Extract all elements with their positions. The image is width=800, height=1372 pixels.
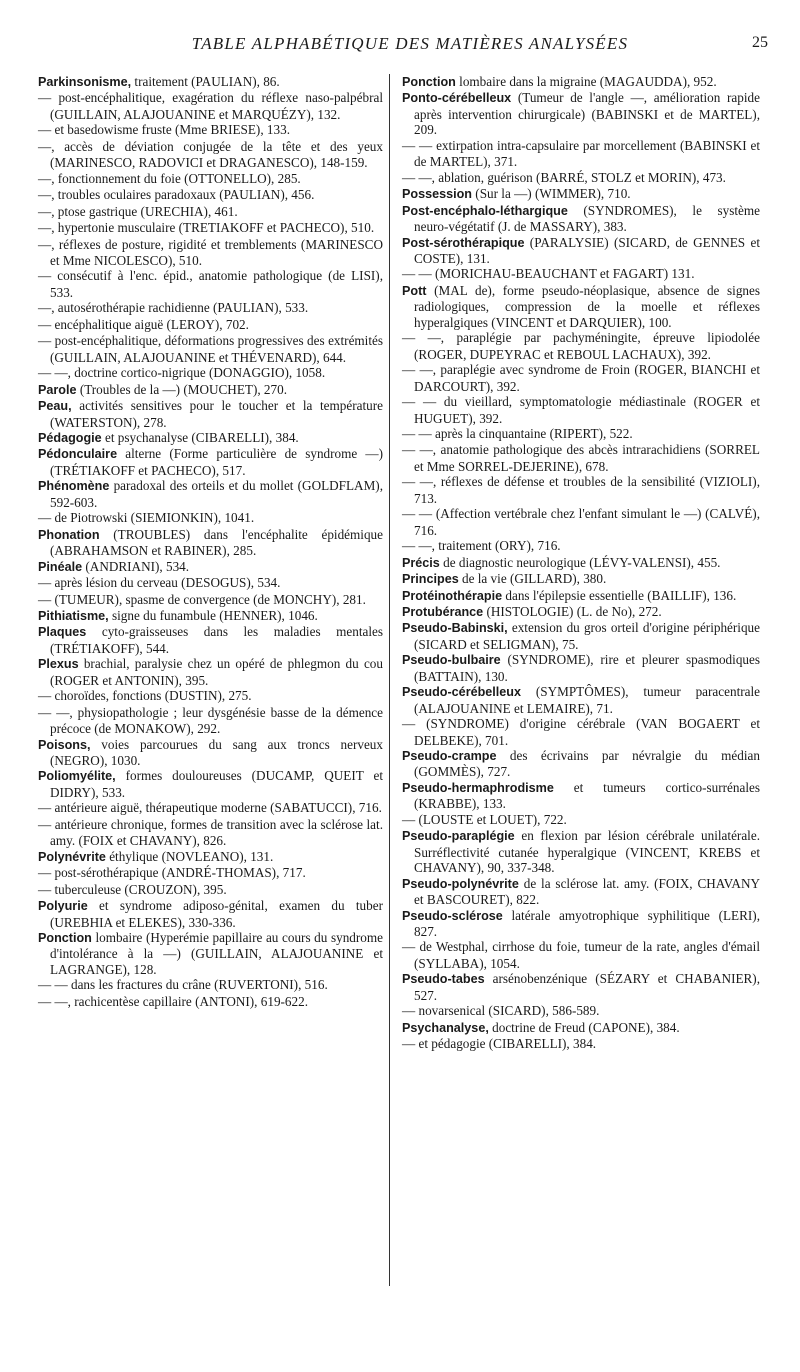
- index-entry: [38, 187, 383, 203]
- index-entry: [38, 333, 383, 365]
- index-term: Poisons,: [38, 737, 91, 752]
- index-text: (PARALYSIE) (SICARD, de GENNES et COSTE), 131.: [414, 234, 760, 266]
- index-text: (HISTOLOGIE) (L. de No), 272.: [483, 603, 662, 619]
- index-text: — — (Affection vertébrale chez l'enfant simulant le —) (CALVÉ), 716.: [402, 506, 760, 538]
- index-entry: [402, 474, 760, 506]
- index-entry: [402, 203, 760, 235]
- page-header: [40, 34, 780, 58]
- index-term: Principes: [402, 572, 459, 587]
- index-term: Protubérance: [402, 604, 484, 619]
- column-divider: [389, 74, 390, 1286]
- index-text: — de Piotrowski (SIEMIONKIN), 1041.: [38, 510, 255, 526]
- index-text: — —, traitement (ORY), 716.: [402, 538, 561, 554]
- index-term: Pott: [402, 283, 427, 298]
- index-text: (MAL de), forme pseudo-néoplasique, absence de signes radiologiques, compression de la moelle et réflexes hyperalgiques (VINCENT et DARQUIER), 100.: [414, 282, 760, 330]
- index-term: Polynévrite: [38, 849, 106, 864]
- index-entry: [38, 430, 383, 446]
- index-entry: [402, 283, 760, 330]
- index-entry: [38, 977, 383, 993]
- index-entry: [38, 624, 383, 656]
- index-text: —, ptose gastrique (URECHIA), 461.: [38, 203, 238, 219]
- index-text: — choroïdes, fonctions (DUSTIN), 275.: [38, 688, 252, 704]
- index-term: Ponction: [402, 75, 456, 89]
- index-entry: [38, 510, 383, 526]
- index-entry: [38, 817, 383, 849]
- index-term: Pédagogie: [38, 430, 102, 445]
- index-text: — —, ablation, guérison (BARRÉ, STOLZ et MORIN), 473.: [402, 169, 726, 185]
- index-entry: [402, 748, 760, 780]
- index-entry: [402, 908, 760, 940]
- index-text: —, troubles oculaires paradoxaux (PAULIAN), 456.: [38, 187, 315, 203]
- index-text: traitement (PAULIAN), 86.: [131, 74, 280, 89]
- index-text: (TROUBLES) dans l'encéphalite épidémique (ABRAHAMSON et RABINER), 285.: [50, 526, 383, 559]
- index-entry: [402, 571, 760, 587]
- index-term: Psychanalyse,: [402, 1020, 489, 1035]
- index-text: (ANDRIANI), 534.: [82, 558, 190, 574]
- index-entry: [402, 1020, 760, 1036]
- index-text: voies parcourues du sang aux troncs nerveux (NEGRO), 1030.: [50, 736, 383, 769]
- index-entry: [38, 592, 383, 608]
- index-term: Ponto-cérébelleux: [402, 91, 512, 106]
- index-text: brachial, paralysie chez un opéré de phlegmon du cou (ROGER et ANTONIN), 395.: [50, 656, 383, 688]
- index-text: — et basedowisme fruste (Mme BRIESE), 133.: [38, 122, 290, 138]
- index-entry: [38, 204, 383, 220]
- index-entry: [38, 768, 383, 800]
- index-entry: [402, 362, 760, 394]
- index-term: Parole: [38, 382, 77, 397]
- index-text: — —, paraplégie par pachyméningite, épreuve lipiodolée (ROGER, DUPEYRAC et REBOUL LACHAUX), 392.: [402, 330, 760, 362]
- index-term: Phonation: [38, 527, 100, 542]
- index-entry: [38, 139, 383, 171]
- index-entry: [38, 656, 383, 688]
- index-text: — — (MORICHAU-BEAUCHANT et FAGART) 131.: [402, 266, 695, 282]
- index-entry: [38, 122, 383, 138]
- index-entry: [402, 426, 760, 442]
- index-text: — antérieure chronique, formes de transition avec la sclérose lat. amy. (FOIX et CHAVANY), 826.: [38, 816, 383, 849]
- index-text: —, hypertonie musculaire (TRETIAKOFF et PACHECO), 510.: [38, 220, 375, 236]
- index-term: Peau,: [38, 399, 72, 414]
- index-text: paradoxal des orteils et du mollet (GOLDFLAM), 592-603.: [50, 478, 383, 510]
- index-entry: [38, 575, 383, 591]
- index-entry: [38, 559, 383, 575]
- index-entry: [38, 382, 383, 398]
- index-text: (SYNDROMES), le système neuro-végétatif (J. de MASSARY), 383.: [414, 202, 760, 235]
- index-entry: [402, 1036, 760, 1052]
- index-text: formes douloureuses (DUCAMP, QUEIT et DIDRY), 533.: [50, 768, 383, 800]
- index-entry: [38, 800, 383, 816]
- index-entry: [402, 716, 760, 748]
- index-text: — — du vieillard, symptomatologie médiastinale (ROGER et HUGUET), 392.: [402, 394, 760, 426]
- index-entry: [38, 478, 383, 510]
- index-term: Plaques: [38, 625, 87, 640]
- index-text: — tuberculeuse (CROUZON), 395.: [38, 881, 227, 897]
- index-entry: [402, 330, 760, 362]
- index-entry: [402, 538, 760, 554]
- index-text: — —, rachicentèse capillaire (ANTONI), 619-622.: [38, 993, 309, 1009]
- index-term: Pseudo-paraplégie: [402, 829, 515, 844]
- index-entry: [402, 170, 760, 186]
- index-term: Post-sérothérapique: [402, 235, 525, 250]
- index-text: — —, réflexes de défense et troubles de la sensibilité (VIZIOLI), 713.: [402, 474, 760, 506]
- index-text: de la sclérose lat. amy. (FOIX, CHAVANY et BASCOURET), 822.: [414, 875, 760, 908]
- index-entry: [402, 555, 760, 571]
- index-entry: [402, 74, 760, 90]
- index-text: cyto-graisseuses dans les maladies mentales (TRÉTIAKOFF), 544.: [50, 624, 383, 656]
- index-text: alterne (Forme particulière de syndrome —) (TRÉTIAKOFF et PACHECO), 517.: [50, 446, 383, 478]
- index-entry: [402, 235, 760, 267]
- index-entry: [38, 74, 383, 90]
- index-entry: [402, 620, 760, 652]
- index-term: Pédonculaire: [38, 447, 118, 462]
- index-entry: [402, 394, 760, 426]
- index-text: des écrivains par névralgie du médian (GOMMÈS), 727.: [414, 748, 760, 780]
- index-entry: [38, 365, 383, 381]
- page-number: 25: [752, 34, 768, 51]
- index-term: Pithiatisme,: [38, 608, 109, 623]
- index-text: (Troubles de la —) (MOUCHET), 270.: [76, 381, 288, 397]
- index-entry: [38, 317, 383, 333]
- index-term: Pseudo-cérébelleux: [402, 685, 521, 700]
- index-text: —, autosérothérapie rachidienne (PAULIAN), 533.: [38, 300, 309, 316]
- index-text: (SYNDROME), rire et pleurer spasmodiques (BATTAIN), 130.: [414, 652, 760, 684]
- index-entry: [38, 237, 383, 269]
- index-entry: [402, 266, 760, 282]
- index-text: et psychanalyse (CIBARELLI), 384.: [101, 429, 299, 445]
- index-entry: [38, 446, 383, 478]
- index-text: — antérieure aiguë, thérapeutique moderne (SABATUCCI), 716.: [38, 800, 382, 816]
- index-entry: [402, 588, 760, 604]
- index-entry: [402, 604, 760, 620]
- index-entry: [38, 994, 383, 1010]
- index-text: dans l'épilepsie essentielle (BAILLIF), 136.: [502, 587, 737, 603]
- index-entry: [402, 939, 760, 971]
- index-text: —, réflexes de posture, rigidité et tremblements (MARINESCO et Mme NICOLESCO), 510.: [38, 236, 383, 268]
- index-entry: [38, 608, 383, 624]
- index-entry: [402, 780, 760, 812]
- index-column-left: [38, 74, 383, 1010]
- index-text: activités sensitives pour le toucher et la température (WATERSTON), 278.: [50, 398, 383, 430]
- index-entry: [402, 684, 760, 716]
- index-text: — (TUMEUR), spasme de convergence (de MONCHY), 281.: [38, 591, 366, 607]
- index-text: — de Westphal, cirrhose du foie, tumeur de la rate, angles d'émail (SYLLABA), 1054.: [402, 939, 760, 971]
- index-entry: [38, 90, 383, 122]
- index-entry: [38, 865, 383, 881]
- index-text: (SYMPTÔMES), tumeur paracentrale (ALAJOUANINE et LEMAIRE), 71.: [414, 684, 760, 716]
- index-text: — post-encéphalitique, exagération du réflexe naso-palpébral (GUILLAIN, ALAJOUANINE et MARQUÉZY), 132.: [38, 90, 383, 122]
- index-text: de diagnostic neurologique (LÉVY-VALENSI), 455.: [439, 554, 721, 570]
- index-text: extension du gros orteil d'origine périphérique (SICARD et SELIGMAN), 75.: [414, 620, 760, 652]
- index-term: Pseudo-bulbaire: [402, 653, 501, 668]
- index-text: éthylique (NOVLEANO), 131.: [105, 848, 274, 864]
- index-text: (Sur la —) (WIMMER), 710.: [472, 186, 631, 202]
- index-entry: [402, 652, 760, 684]
- index-entry: [38, 898, 383, 930]
- index-term: Post-encéphalo-léthargique: [402, 203, 568, 218]
- index-text: doctrine de Freud (CAPONE), 384.: [488, 1019, 680, 1035]
- index-entry: [402, 828, 760, 875]
- index-term: Plexus: [38, 657, 79, 672]
- index-term: Pseudo-Babinski,: [402, 621, 508, 636]
- index-term: Polyurie: [38, 899, 88, 914]
- index-text: —, fonctionnement du foie (OTTONELLO), 285.: [38, 170, 301, 186]
- index-term: Protéinothérapie: [402, 588, 503, 603]
- index-entry: [38, 849, 383, 865]
- index-term: Parkinsonisme,: [38, 75, 132, 89]
- index-text: en flexion par lésion cérébrale unilatérale. Surréflectivité cutanée hyperalgique (VINCENT, KREBS et CHAVANY), 90, 337-348.: [414, 828, 760, 876]
- index-term: Pinéale: [38, 559, 83, 574]
- index-entry: [402, 90, 760, 137]
- index-term: Pseudo-crampe: [402, 749, 497, 764]
- index-entry: [402, 971, 760, 1003]
- index-term: Possession: [402, 187, 472, 202]
- index-term: Pseudo-polynévrite: [402, 876, 519, 891]
- index-text: latérale amyotrophique syphilitique (LERI), 827.: [414, 907, 760, 940]
- index-text: et syndrome adiposo-génital, examen du tuber (UREBHIA et ELEKES), 330-336.: [50, 898, 383, 930]
- index-entry: [38, 171, 383, 187]
- index-entry: [402, 138, 760, 170]
- index-text: — consécutif à l'enc. épid., anatomie pathologique (de LISI), 533.: [38, 268, 383, 300]
- index-text: et tumeurs cortico-surrénales (KRABBE), 133.: [414, 779, 760, 812]
- index-term: Pseudo-tabes: [402, 972, 485, 987]
- index-term: Poliomyélite,: [38, 769, 116, 784]
- index-text: — —, doctrine cortico-nigrique (DONAGGIO), 1058.: [38, 365, 326, 381]
- index-text: — encéphalitique aiguë (LEROY), 702.: [38, 316, 249, 332]
- index-entry: [38, 737, 383, 769]
- index-term: Précis: [402, 555, 440, 570]
- index-text: — post-encéphalitique, déformations progressives des extrémités (GUILLAIN, ALAJOUANINE et THÉVENARD), 644.: [38, 333, 383, 365]
- index-text: arsénobenzénique (SÉZARY et CHABANIER), 527.: [414, 971, 760, 1003]
- index-entry: [38, 882, 383, 898]
- index-entry: [38, 300, 383, 316]
- index-entry: [402, 1003, 760, 1019]
- index-text: lombaire (Hyperémie papillaire au cours du syndrome d'intolérance à la —) (GUILLAIN, ALAJOUANINE et LAGRANGE), 128.: [50, 930, 383, 977]
- index-text: — — extirpation intra-capsulaire par morcellement (BABINSKI et de MARTEL), 371.: [402, 137, 760, 170]
- index-text: —, accès de déviation conjugée de la tête et des yeux (MARINESCO, RADOVICI et DRAGANESCO), 148-159.: [38, 138, 383, 171]
- index-text: — (SYNDROME) d'origine cérébrale (VAN BOGAERT et DELBEKE), 701.: [402, 716, 760, 748]
- index-text: — — dans les fractures du crâne (RUVERTONI), 516.: [38, 977, 328, 993]
- index-text: — — après la cinquantaine (RIPERT), 522.: [402, 425, 633, 441]
- index-entry: [38, 688, 383, 704]
- index-text: — —, anatomie pathologique des abcès intrarachidiens (SORREL et Mme SORREL-DEJERINE), 678.: [402, 442, 760, 474]
- index-column-right: [402, 74, 760, 1053]
- index-text: — post-sérothérapique (ANDRÉ-THOMAS), 717.: [38, 865, 306, 881]
- index-entry: [402, 812, 760, 828]
- index-entry: [38, 268, 383, 300]
- index-text: lombaire dans la migraine (MAGAUDDA), 952.: [455, 74, 717, 89]
- index-entry: [38, 220, 383, 236]
- index-text: — novarsenical (SICARD), 586-589.: [402, 1003, 600, 1019]
- index-entry: [38, 705, 383, 737]
- index-entry: [402, 442, 760, 474]
- index-entry: [38, 398, 383, 430]
- index-text: — après lésion du cerveau (DESOGUS), 534.: [38, 575, 281, 591]
- index-entry: [38, 527, 383, 559]
- index-text: — —, paraplégie avec syndrome de Froin (ROGER, BIANCHI et DARCOURT), 392.: [402, 362, 760, 394]
- index-entry: [38, 930, 383, 977]
- index-term: Pseudo-sclérose: [402, 908, 503, 923]
- index-text: (Tumeur de l'angle —, amélioration rapide après intervention chirurgicale) (BABINSKI et de MARTEL), 209.: [414, 90, 760, 138]
- index-text: signe du funambule (HENNER), 1046.: [108, 607, 318, 623]
- index-term: Phénomène: [38, 479, 110, 494]
- index-text: — et pédagogie (CIBARELLI), 384.: [402, 1036, 597, 1052]
- index-entry: [402, 506, 760, 538]
- index-term: Ponction: [38, 931, 92, 946]
- index-entry: [402, 186, 760, 202]
- index-term: Pseudo-hermaphrodisme: [402, 780, 554, 795]
- index-entry: [402, 876, 760, 908]
- running-title: TABLE ALPHABÉTIQUE DES MATIÈRES ANALYSÉES: [191, 34, 629, 53]
- index-text: — (LOUSTE et LOUET), 722.: [402, 811, 567, 827]
- index-text: de la vie (GILLARD), 380.: [458, 571, 607, 587]
- index-text: — —, physiopathologie ; leur dysgénésie basse de la démence précoce (de MONAKOW), 292.: [38, 704, 383, 737]
